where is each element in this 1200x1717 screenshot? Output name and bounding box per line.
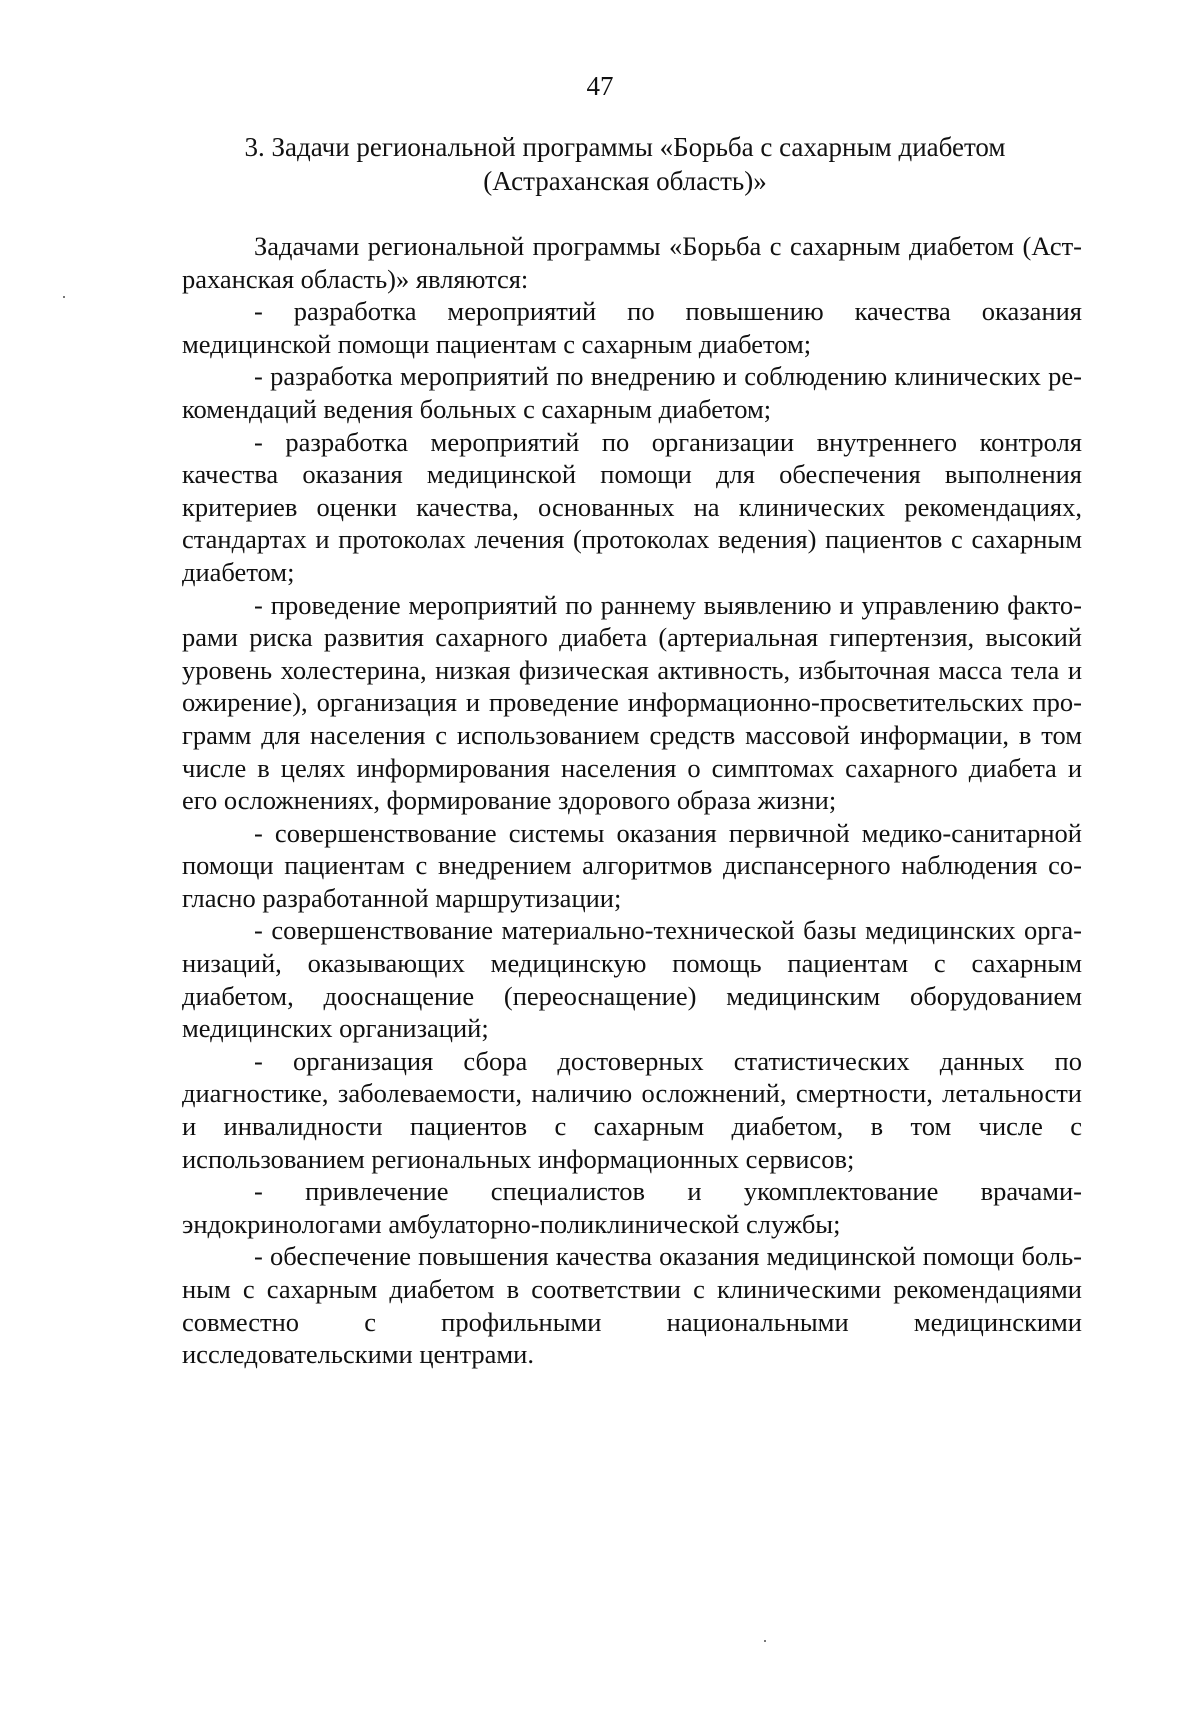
page-number: 47	[586, 71, 614, 101]
document-body	[182, 230, 1082, 1371]
task-item-7: - организация сбора достоверных статистических данных по диагностике, заболеваемости, наличию осложнений, смертности, летальности и инвалидности пациентов с сахарным диабетом, в том числе с использованием региональных информационных сервисов;	[182, 1045, 1082, 1174]
task-item-3: - разработка мероприятий по организации внутреннего контроля качества оказания медицинской помощи для обеспечения выполнения критериев оценки качества, основанных на клинических рекомендациях, стандартах и протоколах лечения (протоколах ведения) пациентов с сахарным диабетом;	[182, 426, 1082, 587]
task-item-5: - совершенствование системы оказания первичной медико-санитарной помощи пациентам с внедрением алгоритмов диспансерного наблюдения согласно разработанной маршрутизации;	[182, 817, 1082, 913]
task-item-9: - обеспечение повышения качества оказания медицинской помощи больным с сахарным диабетом в соответствии с клиническими рекомендациями совместно с профильными национальными медицинскими исследовательскими центрами.	[182, 1241, 1082, 1370]
task-item-2: - разработка мероприятий по внедрению и соблюдению клинических рекомендаций ведения больных с сахарным диабетом;	[182, 361, 1082, 424]
intro-paragraph: Задачами региональной программы «Борьба с сахарным диабетом (Астраханская область)» являются:	[182, 231, 1082, 294]
section-heading: 3. Задачи региональной программы «Борьба с сахарным диабетом (Астраханская область)»	[244, 132, 1006, 196]
scan-dot-bottom	[764, 1640, 766, 1642]
task-item-6: - совершенствование материально-технической базы медицинских организаций, оказывающих медицинскую помощь пациентам с сахарным диабетом, дооснащение (переоснащение) медицинским оборудованием медицинских организаций;	[182, 915, 1082, 1044]
task-item-1: - разработка мероприятий по повышению качества оказания медицинской помощи пациентам с сахарным диабетом;	[182, 296, 1082, 359]
task-item-4: - проведение мероприятий по раннему выявлению и управлению факторами риска развития сахарного диабета (артериальная гипертензия, высокий уровень холестерина, низкая физическая активность, избыточная масса тела и ожирение), организация и проведение информационно-просветительских программ для населения с использованием средств массовой информации, в том числе в целях информирования населения о симптомах сахарного диабета и его осложнениях, формирование здорового образа жизни;	[182, 589, 1082, 816]
scan-dot-left	[63, 296, 65, 298]
task-item-8: - привлечение специалистов и укомплектование врачами-эндокринологами амбулаторно-поликлинической службы;	[182, 1176, 1082, 1239]
